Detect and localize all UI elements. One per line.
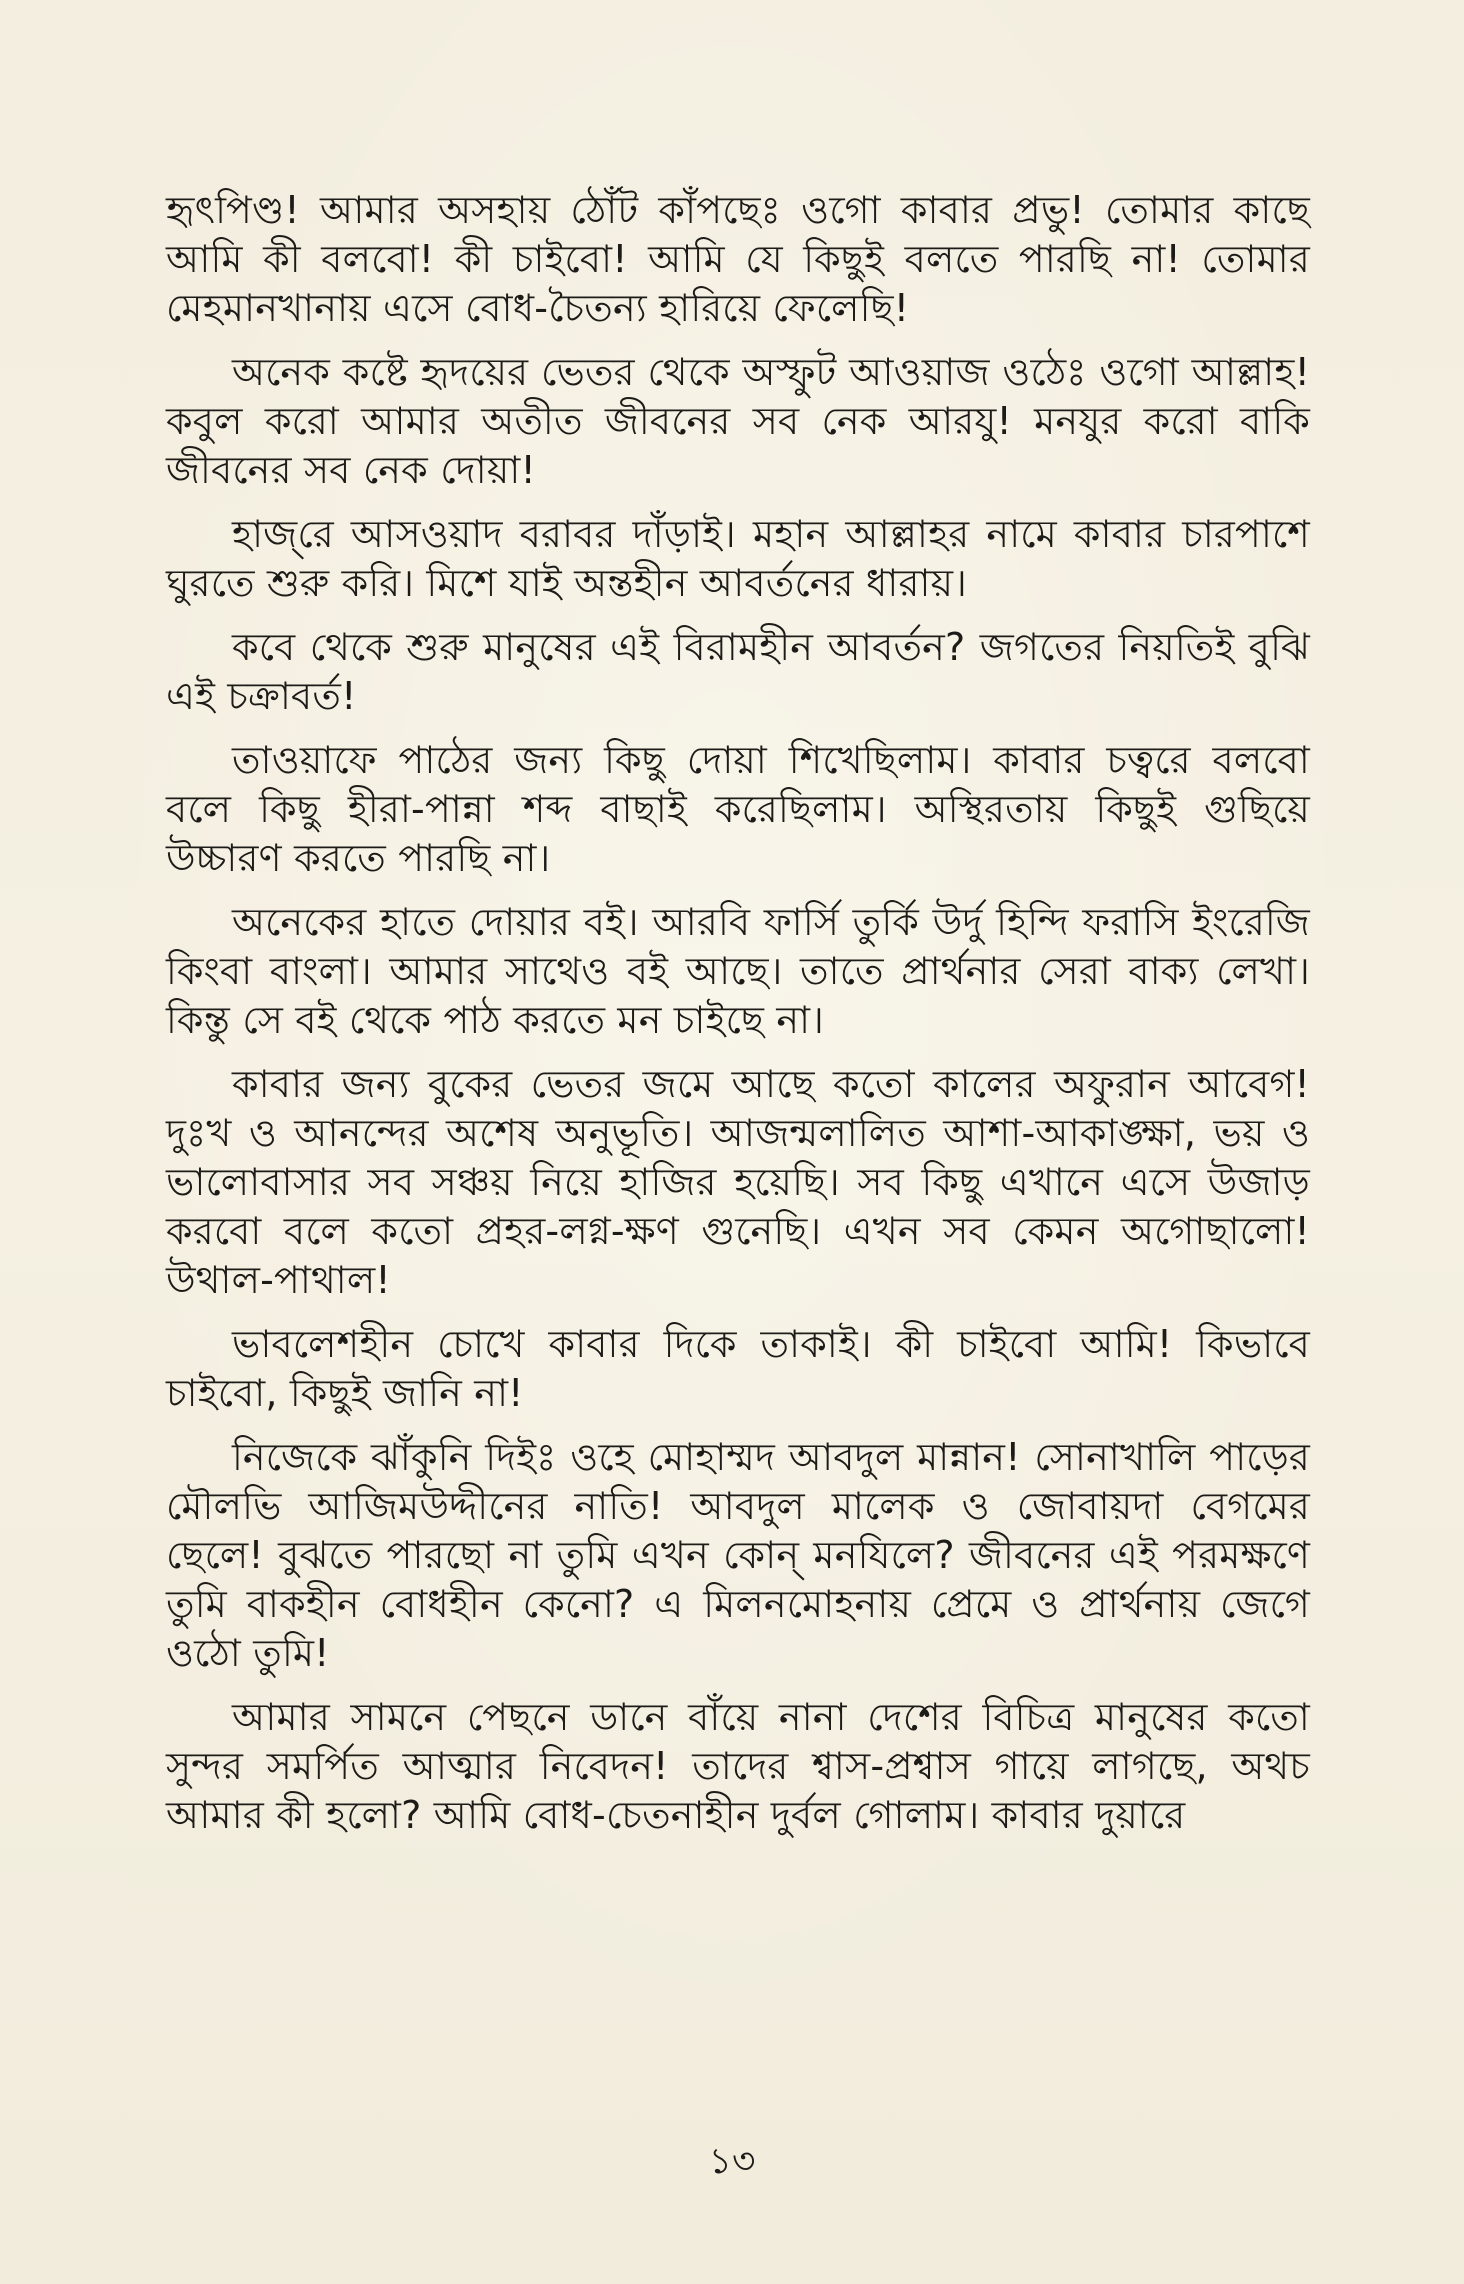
paragraph-10: আমার সামনে পেছনে ডানে বাঁয়ে নানা দেশের বিচিত্র মানুষের কতো সুন্দর সমর্পিত আত্মার নিবেদন! তাদের শ্বাস-প্রশ্বাস গায়ে লাগছে, অথচ আমার কী হলো? আমি বোধ-চেতনাহীন দুর্বল গোলাম। কাবার দুয়ারে [166,1695,1310,1837]
paragraph-4: কবে থেকে শুরু মানুষের এই বিরামহীন আবর্তন? জগতের নিয়তিই বুঝি এই চক্রাবর্ত! [166,625,1310,718]
body-text [166,186,1310,1840]
paragraph-5: তাওয়াফে পাঠের জন্য কিছু দোয়া শিখেছিলাম। কাবার চত্বরে বলবো বলে কিছু হীরা-পান্না শব্দ বাছাই করেছিলাম। অস্থিরতায় কিছুই গুছিয়ে উচ্চারণ করতে পারছি না। [166,738,1310,880]
paragraph-1: হৃৎপিণ্ড! আমার অসহায় ঠোঁট কাঁপছেঃ ওগো কাবার প্রভু! তোমার কাছে আমি কী বলবো! কী চাইবো! আমি যে কিছুই বলতে পারছি না! তোমার মেহমানখানায় এসে বোধ-চৈতন্য হারিয়ে ফেলেছি! [166,188,1310,330]
paragraph-6: অনেকের হাতে দোয়ার বই। আরবি ফার্সি তুর্কি উর্দু হিন্দি ফরাসি ইংরেজি কিংবা বাংলা। আমার সাথেও বই আছে। তাতে প্রার্থনার সেরা বাক্য লেখা। কিন্তু সে বই থেকে পাঠ করতে মন চাইছে না। [166,900,1310,1042]
paragraph-7: কাবার জন্য বুকের ভেতর জমে আছে কতো কালের অফুরান আবেগ! দুঃখ ও আনন্দের অশেষ অনুভূতি। আজন্মলালিত আশা-আকাঙ্ক্ষা, ভয় ও ভালোবাসার সব সঞ্চয় নিয়ে হাজির হয়েছি। সব কিছু এখানে এসে উজাড় করবো বলে কতো প্রহর-লগ্ন-ক্ষণ গুনেছি। এখন সব কেমন অগোছালো! উথাল-পাথাল! [166,1062,1310,1302]
paragraph-3: হাজ্‌রে আসওয়াদ বরাবর দাঁড়াই। মহান আল্লাহর নামে কাবার চারপাশে ঘুরতে শুরু করি। মিশে যাই অন্তহীন আবর্তনের ধারায়। [166,512,1310,605]
paragraph-9: নিজেকে ঝাঁকুনি দিইঃ ওহে মোহাম্মদ আবদুল মান্নান! সোনাখালি পাড়ের মৌলভি আজিমউদ্দীনের নাতি! আবদুল মালেক ও জোবায়দা বেগমের ছেলে! বুঝতে পারছো না তুমি এখন কোন্ মনযিলে? জীবনের এই পরমক্ষণে তুমি বাকহীন বোধহীন কেনো? এ মিলনমোহনায় প্রেমে ও প্রার্থনায় জেগে ওঠো তুমি! [166,1435,1310,1675]
page-number: ১৩ [708,2141,756,2182]
paragraph-2: অনেক কষ্টে হৃদয়ের ভেতর থেকে অস্ফুট আওয়াজ ওঠেঃ ওগো আল্লাহ! কবুল করো আমার অতীত জীবনের সব নেক আরযু! মনযুর করো বাকি জীবনের সব নেক দোয়া! [166,350,1310,492]
paragraph-8: ভাবলেশহীন চোখে কাবার দিকে তাকাই। কী চাইবো আমি! কিভাবে চাইবো, কিছুই জানি না! [166,1322,1310,1415]
